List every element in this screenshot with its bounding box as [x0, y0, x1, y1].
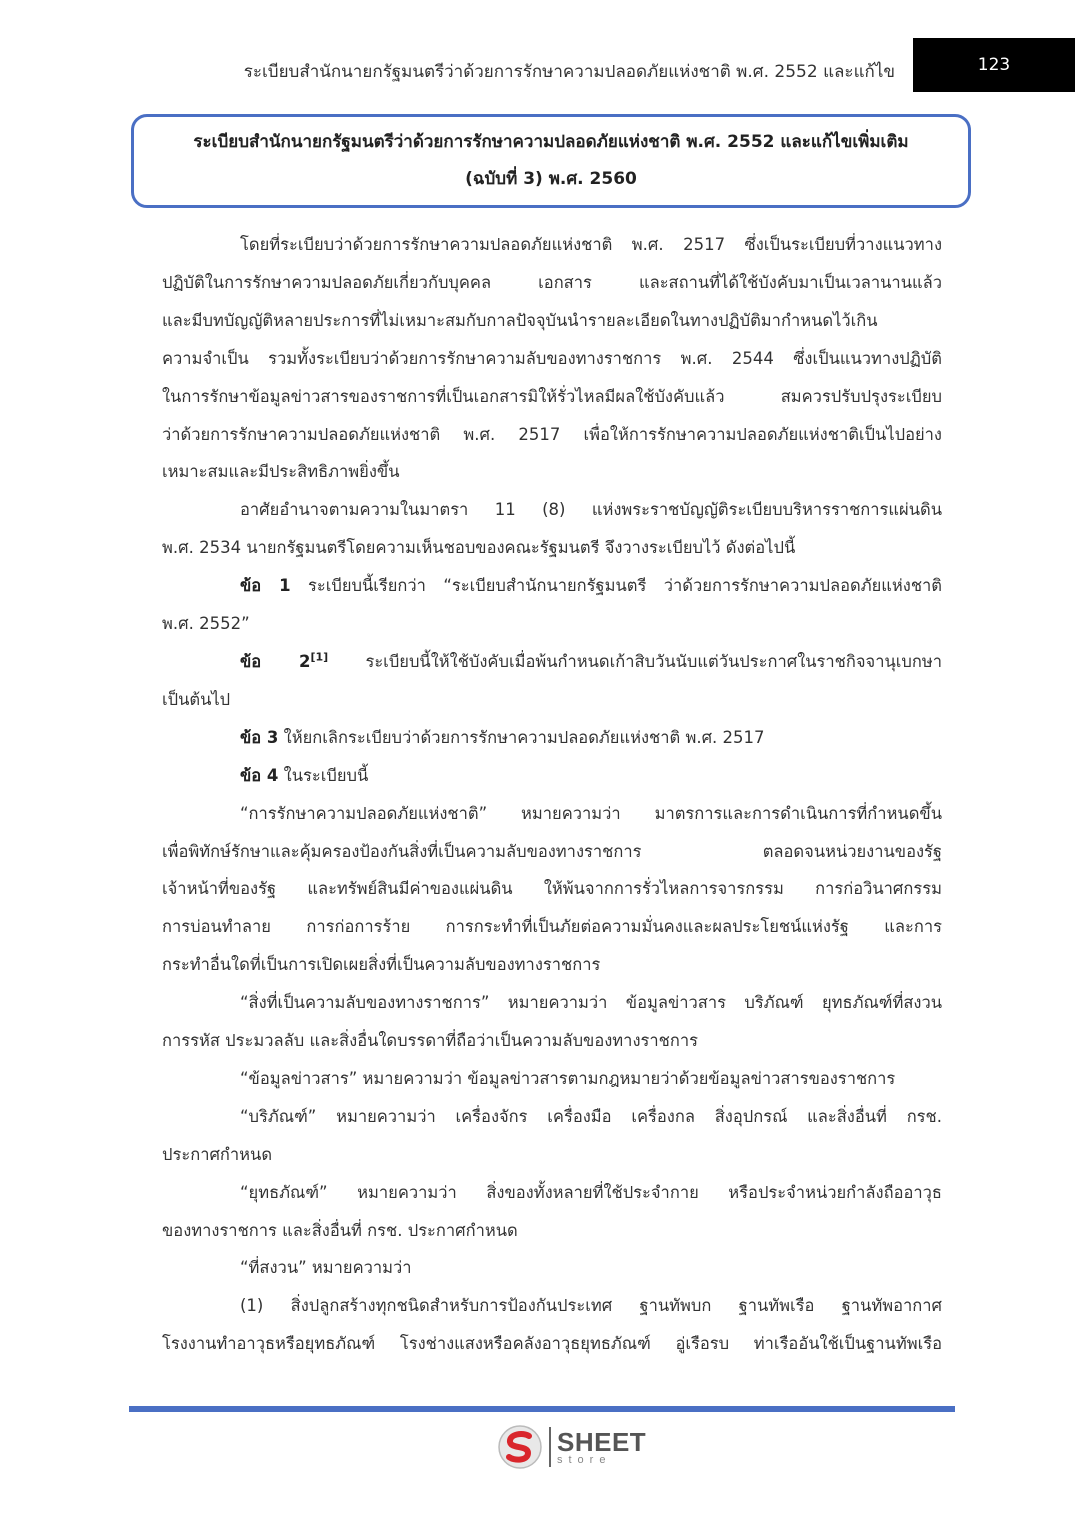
- definition-security-line: การบ่อนทำลาย การก่อการร้าย การกระทำที่เป็นภัยต่อความมั่นคงและผลประโยชน์แห่งรัฐ และการ: [162, 917, 942, 937]
- section-2-label: ข้อ 2: [240, 651, 311, 671]
- logo-text: [557, 1426, 647, 1466]
- definition-info-line: “ข้อมูลข่าวสาร” หมายความว่า ข้อมูลข่าวสารตามกฎหมายว่าด้วยข้อมูลข่าวสารของราชการ: [240, 1068, 896, 1088]
- section-2-text: ระเบียบนี้ให้ใช้บังคับเมื่อพ้นกำหนดเก้าสิบวันนับแต่วันประกาศในราชกิจจานุเบกษา: [365, 651, 942, 671]
- page-number-text: 123: [977, 55, 1011, 75]
- footer-rule: [129, 1406, 955, 1412]
- logo-separator: [549, 1427, 551, 1467]
- definition-equipment-line: ประกาศกำหนด: [162, 1144, 273, 1164]
- preamble-line: เหมาะสมและมีประสิทธิภาพยิ่งขึ้น: [162, 462, 400, 482]
- section-1-text: ระเบียบนี้เรียกว่า “ระเบียบสำนักนายกรัฐมนตรี ว่าด้วยการรักษาความปลอดภัยแห่งชาติ: [307, 576, 942, 596]
- definition-munitions-line: ของทางราชการ และสิ่งอื่นที่ กรช. ประกาศกำหนด: [162, 1220, 518, 1240]
- definition-munitions-line: “ยุทธภัณฑ์” หมายความว่า สิ่งของทั้งหลายที่ใช้ประจำกาย หรือประจำหน่วยกำลังถืออาวุธ: [240, 1182, 942, 1202]
- definition-security-line: เพื่อพิทักษ์รักษาและคุ้มครองป้องกันสิ่งที่เป็นความลับของทางราชการ ตลอดจนหน่วยงานของรัฐ: [162, 841, 942, 861]
- preamble-line: และมีบทบัญญัติหลายประการที่ไม่เหมาะสมกับกาลปัจจุบันนำรายละเอียดในทางปฏิบัติมากำหนดไว้เกิน: [162, 310, 878, 330]
- definition-security-line: เจ้าหน้าที่ของรัฐ และทรัพย์สินมีค่าของแผ่นดิน ให้พ้นจากการรั่วไหลการจารกรรม การก่อวินาศกรรม: [162, 879, 942, 899]
- section-1-label: ข้อ 1: [240, 576, 291, 596]
- document-title-line-2: (ฉบับที่ 3) พ.ศ. 2560: [465, 169, 637, 189]
- section-2-line: เป็นต้นไป: [162, 689, 231, 709]
- document-body: [162, 226, 942, 1363]
- item-1-line: โรงงานทำอาวุธหรือยุทธภัณฑ์ โรงช่างแสงหรือคลังอาวุธยุทธภัณฑ์ อู่เรือรบ ท่าเรืออันใช้เป็นฐานทัพเรือ: [162, 1334, 942, 1354]
- definition-reserved-line: “ที่สงวน” หมายความว่า: [240, 1258, 412, 1278]
- running-header: [0, 38, 1075, 92]
- preamble-line: ว่าด้วยการรักษาความปลอดภัยแห่งชาติ พ.ศ. 2517 เพื่อให้การรักษาความปลอดภัยแห่งชาติเป็นไปอย่าง: [162, 424, 942, 444]
- section-1-line: พ.ศ. 2552”: [162, 614, 250, 634]
- section-2-line: [162, 643, 942, 681]
- definition-security-line: กระทำอื่นใดที่เป็นการเปิดเผยสิ่งที่เป็นความลับของทางราชการ: [162, 955, 601, 975]
- document-title-line-1: ระเบียบสำนักนายกรัฐมนตรีว่าด้วยการรักษาความปลอดภัยแห่งชาติ พ.ศ. 2552 และแก้ไขเพิ่มเติม: [193, 132, 909, 152]
- logo-subword: store: [557, 1453, 612, 1466]
- document-title-box: [131, 114, 971, 208]
- section-4-text: ในระเบียบนี้: [283, 765, 369, 785]
- definition-secret-line: “สิ่งที่เป็นความลับของทางราชการ” หมายความว่า ข้อมูลข่าวสาร บริภัณฑ์ ยุทธภัณฑ์ที่สงวน: [240, 993, 942, 1013]
- section-3-line: [162, 719, 942, 757]
- definition-secret-line: การรหัส ประมวลลับ และสิ่งอื่นใดบรรดาที่ถือว่าเป็นความลับของทางราชการ: [162, 1031, 698, 1051]
- section-4-label: ข้อ 4: [240, 765, 279, 785]
- page-number: [913, 38, 1075, 92]
- authority-line: อาศัยอำนาจตามความในมาตรา 11 (8) แห่งพระราชบัญญัติระเบียบบริหารราชการแผ่นดิน: [240, 500, 942, 520]
- preamble-line: ปฏิบัติในการรักษาความปลอดภัยเกี่ยวกับบุคคล เอกสาร และสถานที่ได้ใช้บังคับมาเป็นเวลานานแล้ว: [162, 272, 942, 292]
- preamble-line: โดยที่ระเบียบว่าด้วยการรักษาความปลอดภัยแห่งชาติ พ.ศ. 2517 ซึ่งเป็นระเบียบที่วางแนวทาง: [240, 235, 942, 254]
- section-1-line: [162, 567, 942, 605]
- preamble-line: ในการรักษาข้อมูลข่าวสารของราชการที่เป็นเอกสารมิให้รั่วไหลมีผลใช้บังคับแล้ว สมควรปรับปรุงระเบียบ: [162, 386, 942, 406]
- sheet-s-logo-icon: [497, 1424, 543, 1470]
- item-1-line: (1) สิ่งปลูกสร้างทุกชนิดสำหรับการป้องกันประเทศ ฐานทัพบก ฐานทัพเรือ ฐานทัพอากาศ: [240, 1296, 942, 1316]
- section-3-text: ให้ยกเลิกระเบียบว่าด้วยการรักษาความปลอดภัยแห่งชาติ พ.ศ. 2517: [283, 727, 765, 747]
- section-3-label: ข้อ 3: [240, 727, 279, 747]
- footnote-ref[interactable]: [1]: [310, 650, 329, 664]
- preamble-line: ความจำเป็น รวมทั้งระเบียบว่าด้วยการรักษาความลับของทางราชการ พ.ศ. 2544 ซึ่งเป็นแนวทางปฏิบัติ: [162, 348, 942, 368]
- section-4-line: [162, 757, 942, 795]
- authority-line: พ.ศ. 2534 นายกรัฐมนตรีโดยความเห็นชอบของคณะรัฐมนตรี จึงวางระเบียบไว้ ดังต่อไปนี้: [162, 538, 796, 558]
- definition-equipment-line: “บริภัณฑ์” หมายความว่า เครื่องจักร เครื่องมือ เครื่องกล สิ่งอุปกรณ์ และสิ่งอื่นที่ กรช.: [240, 1106, 942, 1126]
- definition-security-line: “การรักษาความปลอดภัยแห่งชาติ” หมายความว่า มาตรการและการดำเนินการที่กำหนดขึ้น: [240, 803, 942, 823]
- logo-word: SHEET: [557, 1426, 647, 1457]
- running-title: ระเบียบสำนักนายกรัฐมนตรีว่าด้วยการรักษาความปลอดภัยแห่งชาติ พ.ศ. 2552 และแก้ไข: [243, 62, 895, 82]
- sheet-store-logo: [497, 1422, 646, 1472]
